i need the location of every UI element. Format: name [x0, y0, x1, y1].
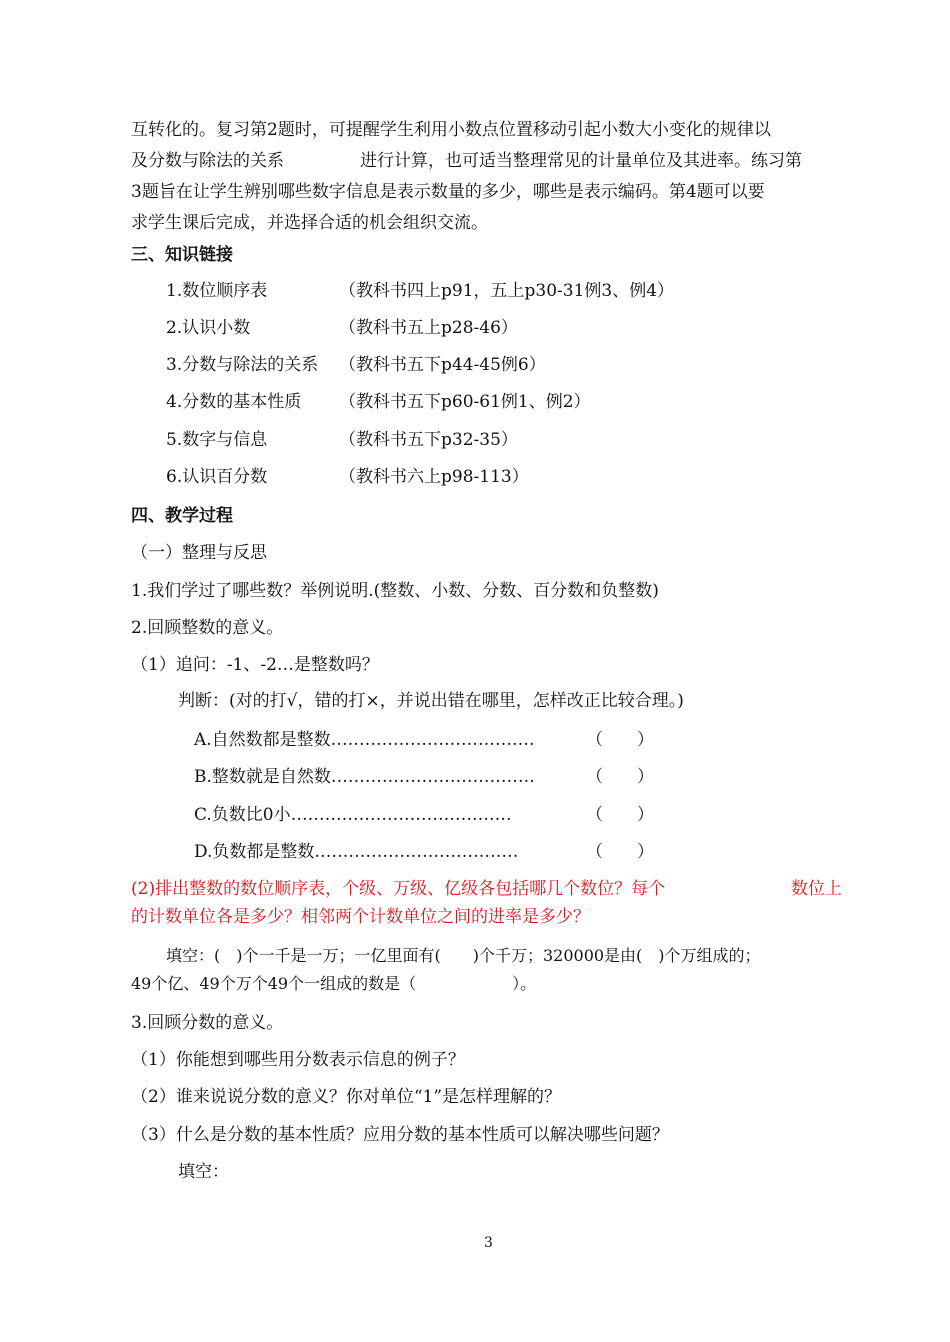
link-item-ref: （教科书五下p44-45例6）	[339, 355, 546, 375]
question-1: 1.我们学过了哪些数？举例说明.(整数、小数、分数、百分数和负整数)	[131, 581, 659, 601]
question-2: 2.回顾整数的意义。	[131, 618, 284, 638]
subsection-title: （一）整理与反思	[131, 543, 267, 563]
judge-item: C.负数比0小…………………………………	[194, 805, 512, 825]
question-3: 3.回顾分数的意义。	[131, 1013, 284, 1033]
question-3-1: （1）你能想到哪些用分数表示信息的例子？	[131, 1050, 465, 1070]
intro-line-2a: 及分数与除法的关系	[131, 151, 284, 171]
link-item-label: 4.分数的基本性质	[166, 392, 302, 412]
judge-item: A.自然数都是整数………………………………	[194, 730, 535, 750]
question-3-3: （3）什么是分数的基本性质？应用分数的基本性质可以解决哪些问题？	[131, 1125, 669, 1145]
link-item-ref: （教科书五下p60-61例1、例2）	[339, 392, 591, 412]
judge-instruction: 判断：(对的打√，错的打×，并说出错在哪里，怎样改正比较合理。)	[178, 691, 684, 711]
question-3-2: （2）谁来说说分数的意义？你对单位“1”是怎样理解的？	[131, 1087, 562, 1107]
fill-in-line-1: 填空：( )个一千是一万；一亿里面有( )个千万；320000是由( )个万组成的；	[166, 946, 761, 965]
answer-blank: （ ）	[586, 730, 654, 750]
intro-line-3: 3题旨在让学生辨别哪些数字信息是表示数量的多少，哪些是表示编码。第4题可以要	[131, 182, 765, 202]
question-2-2-part-b: 数位上	[791, 879, 842, 899]
judge-item: B.整数就是自然数………………………………	[194, 767, 535, 787]
intro-line-2b: 进行计算，也可适当整理常见的计量单位及其进率。练习第	[360, 151, 802, 171]
link-item-ref: （教科书四上p91，五上p30-31例3、例4）	[339, 281, 675, 301]
question-2-2-part-a: (2)排出整数的数位顺序表，个级、万级、亿级各包括哪几个数位？每个	[131, 879, 666, 899]
answer-blank: （ ）	[586, 805, 654, 825]
link-item-label: 6.认识百分数	[166, 467, 268, 487]
section-heading-knowledge-links: 三、知识链接	[131, 245, 233, 265]
link-item-label: 2.认识小数	[166, 318, 251, 338]
intro-line-1: 互转化的。复习第2题时，可提醒学生利用小数点位置移动引起小数大小变化的规律以	[131, 120, 771, 140]
answer-blank: （ ）	[586, 767, 654, 787]
answer-blank: （ ）	[586, 842, 654, 862]
question-2-2-part-c: 的计数单位各是多少？相邻两个计数单位之间的进率是多少？	[131, 907, 590, 927]
section-heading-teaching-process: 四、教学过程	[131, 506, 233, 526]
intro-line-4: 求学生课后完成，并选择合适的机会组织交流。	[131, 213, 488, 233]
page-number: 3	[484, 1235, 493, 1251]
link-item-label: 1.数位顺序表	[166, 281, 268, 301]
link-item-ref: （教科书五上p28-46）	[339, 318, 518, 338]
link-item-ref: （教科书六上p98-113）	[339, 467, 529, 487]
fill-in-label: 填空：	[178, 1162, 229, 1182]
link-item-label: 3.分数与除法的关系	[166, 355, 319, 375]
link-item-ref: （教科书五下p32-35）	[339, 430, 518, 450]
fill-in-line-2: 49个亿、49个万个49个一组成的数是（ ）。	[131, 974, 537, 993]
judge-item: D.负数都是整数………………………………	[194, 842, 519, 862]
link-item-label: 5.数字与信息	[166, 430, 268, 450]
question-2-1: （1）追问：-1、-2…是整数吗？	[131, 655, 379, 675]
